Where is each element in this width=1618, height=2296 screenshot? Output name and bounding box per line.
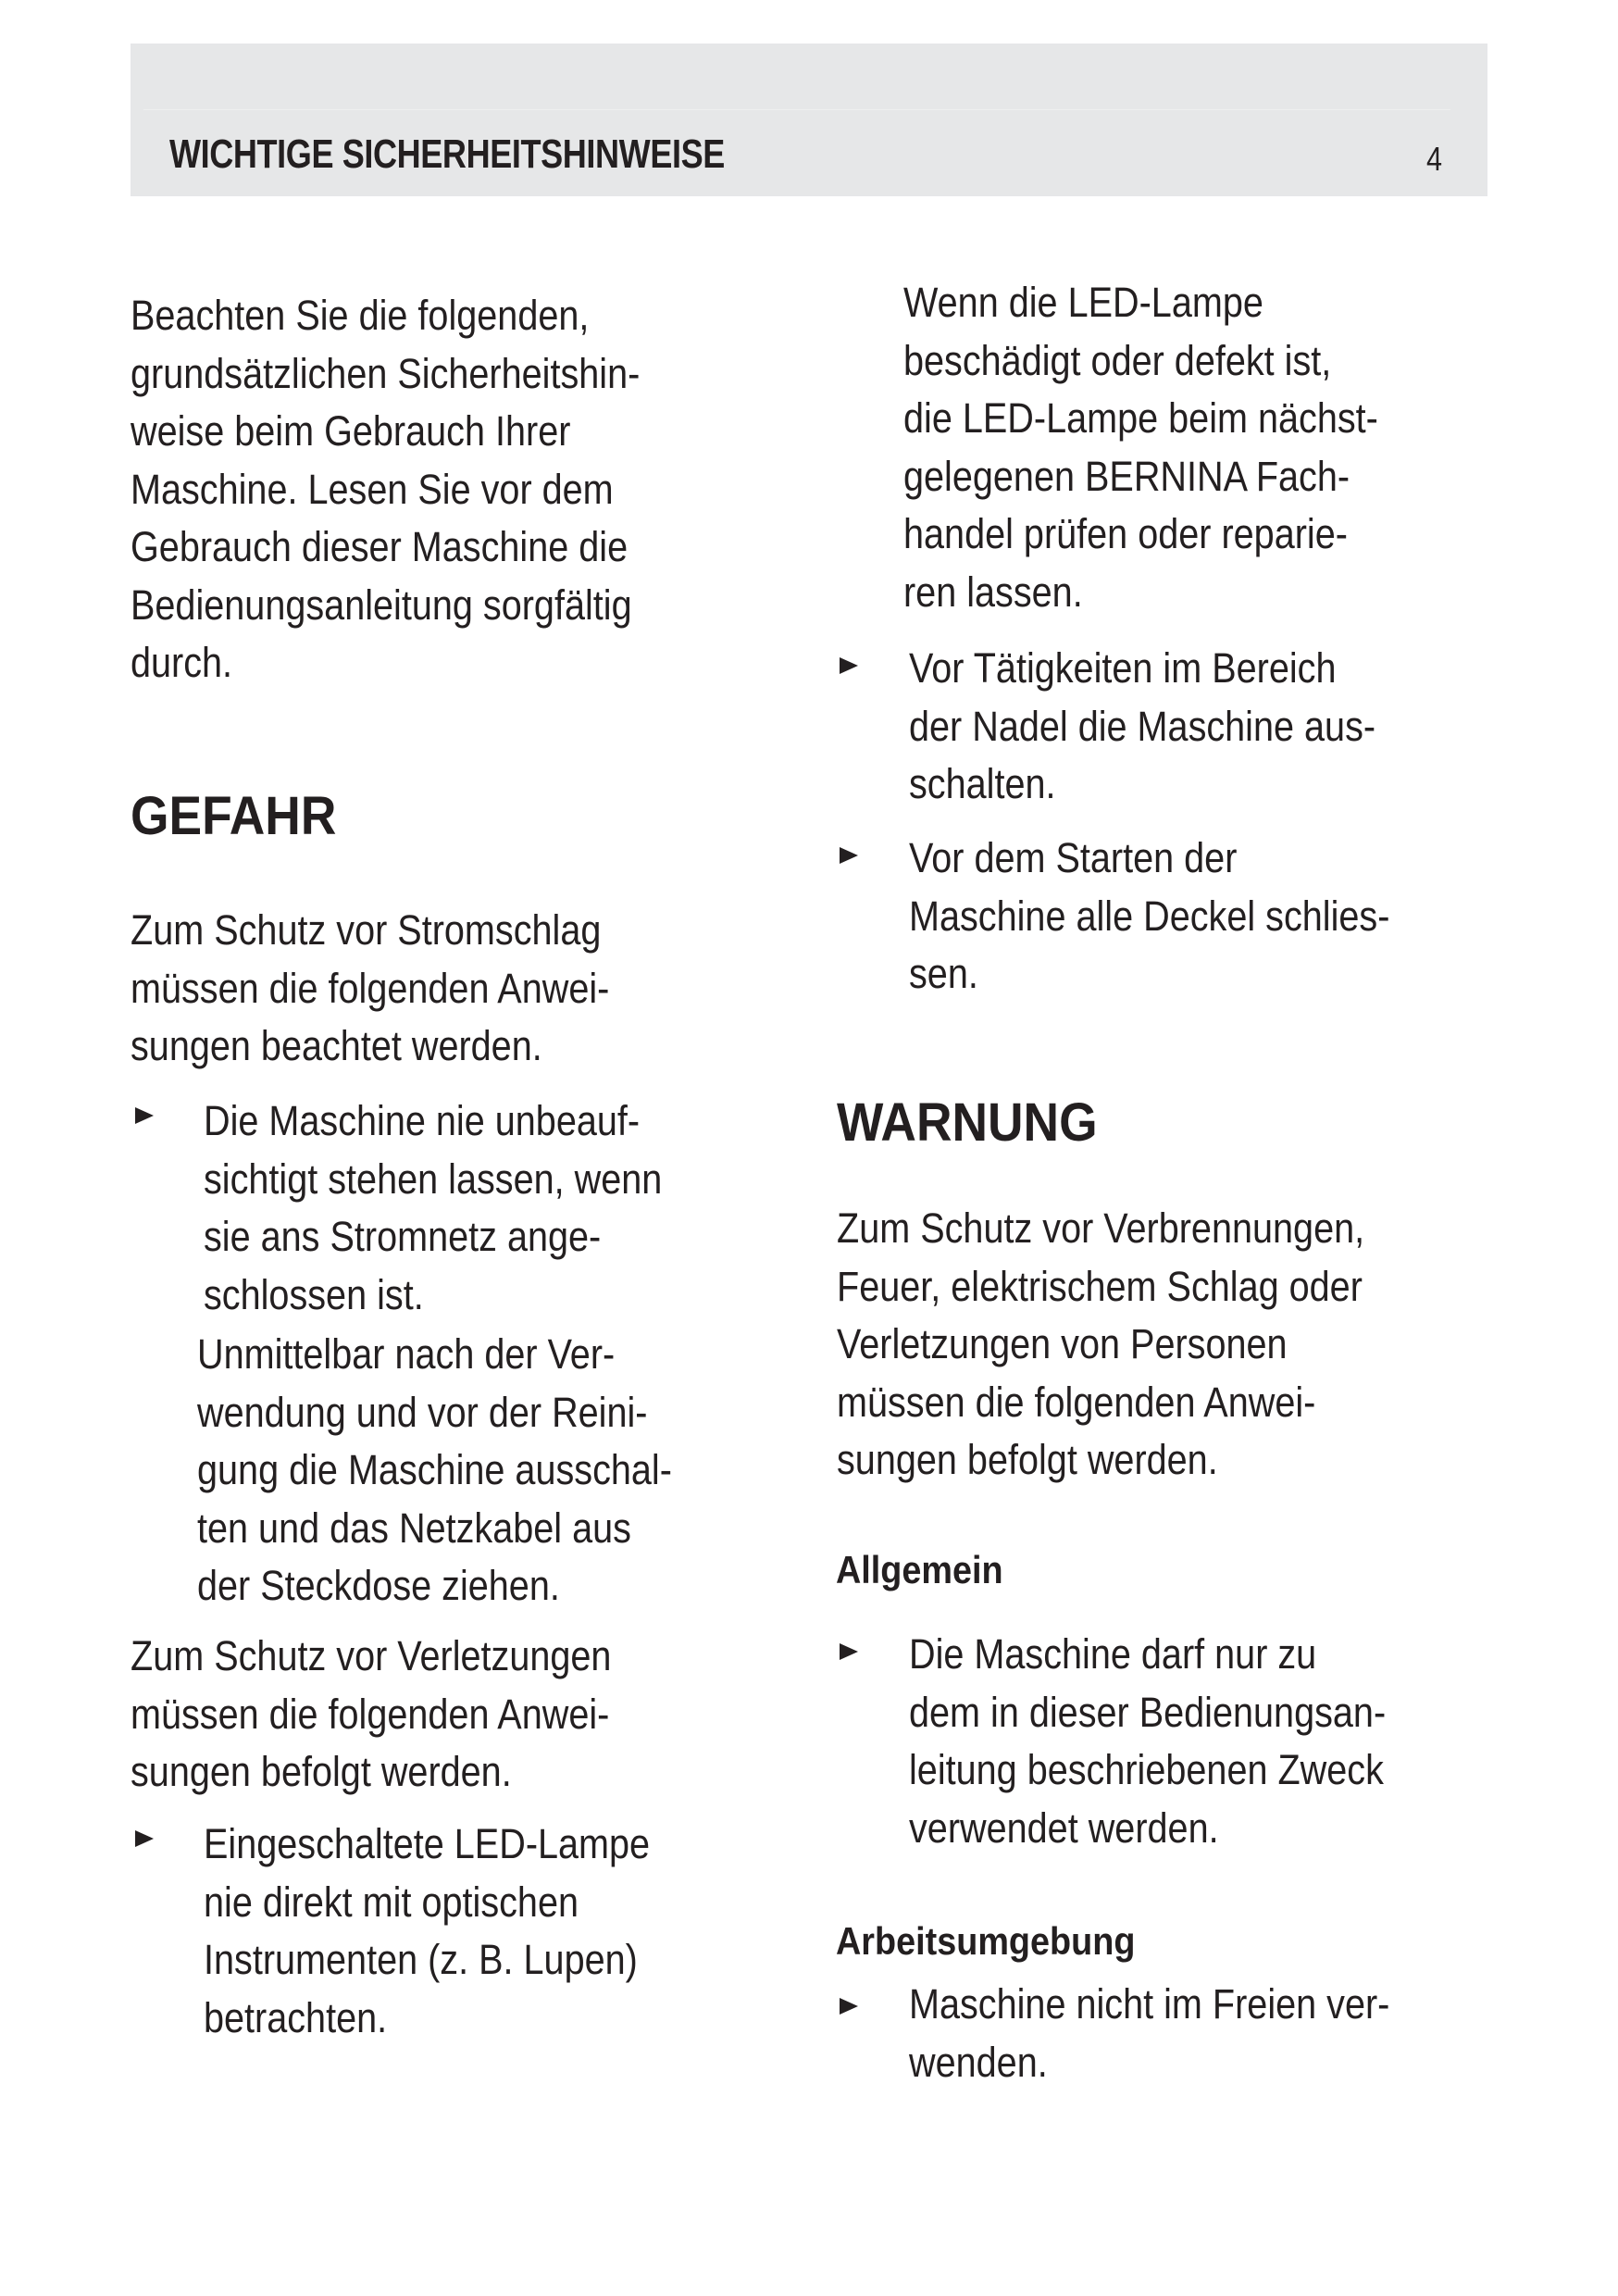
triangle-bullet-icon <box>840 1998 858 2015</box>
section-title: WICHTIGE SICHERHEITSHINWEISE <box>169 131 725 177</box>
text-line: betrachten. <box>204 1993 388 2041</box>
electric-shock-intro <box>131 902 609 1076</box>
bullet-intended-use <box>909 1626 1386 1857</box>
subheading-arbeitsumgebung: Arbeitsumgebung <box>836 1919 1136 1963</box>
text-line: schalten. <box>909 760 1056 807</box>
warnung-intro <box>837 1200 1364 1490</box>
triangle-bullet-icon <box>840 1643 858 1660</box>
text-line: Wenn die LED-Lampe <box>903 279 1263 326</box>
text-line: Beachten Sie die folgenden, <box>131 292 590 339</box>
bullet-led-lamp <box>204 1816 650 2047</box>
subheading-allgemein: Allgemein <box>836 1548 1003 1591</box>
text-line: schlossen ist. <box>204 1270 424 1318</box>
bullet-close-covers <box>909 830 1389 1004</box>
text-line: der Steckdose ziehen. <box>197 1562 560 1609</box>
text-line: Maschine nicht im Freien ver- <box>909 1980 1390 2028</box>
triangle-bullet-icon <box>135 1107 154 1124</box>
triangle-bullet-icon <box>840 657 858 674</box>
bullet-needle-area <box>909 640 1375 814</box>
text-line: Zum Schutz vor Verletzungen <box>131 1632 612 1679</box>
text-line: Maschine alle Deckel schlies- <box>909 892 1390 940</box>
text-line: der Nadel die Maschine aus- <box>909 702 1376 750</box>
bullet-unattended <box>204 1092 662 1324</box>
injury-intro <box>131 1628 611 1802</box>
text-line: leitung beschriebenen Zweck <box>909 1746 1384 1793</box>
text-line: Feuer, elektrischem Schlag oder <box>837 1262 1363 1310</box>
text-line: Maschine. Lesen Sie vor dem <box>131 465 614 513</box>
text-line: weise beim Gebrauch Ihrer <box>131 407 571 455</box>
text-line: Verletzungen von Personen <box>837 1320 1288 1367</box>
text-line: müssen die folgenden Anwei- <box>131 1690 610 1738</box>
text-line: gung die Maschine ausschal- <box>197 1446 672 1493</box>
text-line: Zum Schutz vor Verbrennungen, <box>837 1204 1365 1252</box>
text-line: müssen die folgenden Anwei- <box>837 1378 1316 1426</box>
text-line: wenden. <box>909 2038 1048 2086</box>
text-line: sungen befolgt werden. <box>131 1748 512 1795</box>
triangle-bullet-icon <box>135 1830 154 1847</box>
text-line: sen. <box>909 950 978 997</box>
text-line: ren lassen. <box>903 568 1083 616</box>
heading-gefahr: GEFAHR <box>131 786 337 846</box>
text-line: ten und das Netzkabel aus <box>197 1504 631 1552</box>
text-line: verwendet werden. <box>909 1803 1219 1852</box>
text-line: sichtigt stehen lassen, wenn <box>204 1154 663 1203</box>
text-line: Unmittelbar nach der Ver- <box>197 1330 616 1378</box>
text-line: dem in dieser Bedienungsan- <box>909 1688 1387 1736</box>
text-line: sungen beachtet werden. <box>131 1022 542 1069</box>
text-line: Bedienungsanleitung sorgfältig <box>131 580 632 629</box>
page-number: 4 <box>1426 140 1443 178</box>
text-line: nie direkt mit optischen <box>204 1878 579 1926</box>
page-header <box>131 44 1487 196</box>
text-line: Vor Tätigkeiten im Bereich <box>909 644 1337 692</box>
intro-paragraph <box>131 287 640 693</box>
text-line: müssen die folgenden Anwei- <box>131 964 610 1012</box>
bullet-outdoor-use <box>909 1976 1389 2091</box>
text-line: sungen befolgt werden. <box>837 1436 1218 1483</box>
text-line: die LED-Lampe beim nächst- <box>903 394 1378 442</box>
text-line: Instrumenten (z. B. Lupen) <box>204 1936 638 1983</box>
text-line: beschädigt oder defekt ist, <box>903 336 1332 384</box>
text-line: gelegenen BERNINA Fach- <box>903 452 1350 500</box>
text-line: Die Maschine darf nur zu <box>909 1630 1317 1678</box>
text-line: Die Maschine nie unbeauf- <box>204 1097 641 1144</box>
text-line: durch. <box>131 639 233 686</box>
heading-warnung: WARNUNG <box>837 1092 1098 1153</box>
text-line: handel prüfen oder reparie- <box>903 510 1348 557</box>
text-line: sie ans Stromnetz ange- <box>204 1213 602 1260</box>
header-divider <box>143 109 1450 110</box>
text-line: wendung und vor der Reini- <box>197 1388 648 1436</box>
text-line: grundsätzlichen Sicherheitshin- <box>131 349 641 397</box>
triangle-bullet-icon <box>840 847 858 864</box>
led-defect-paragraph <box>903 274 1378 621</box>
text-line: Vor dem Starten der <box>909 834 1238 881</box>
text-line: Gebrauch dieser Maschine die <box>131 523 629 570</box>
text-line: Zum Schutz vor Stromschlag <box>131 906 602 954</box>
text-line: Eingeschaltete LED-Lampe <box>204 1820 651 1867</box>
after-use-paragraph <box>197 1326 672 1616</box>
